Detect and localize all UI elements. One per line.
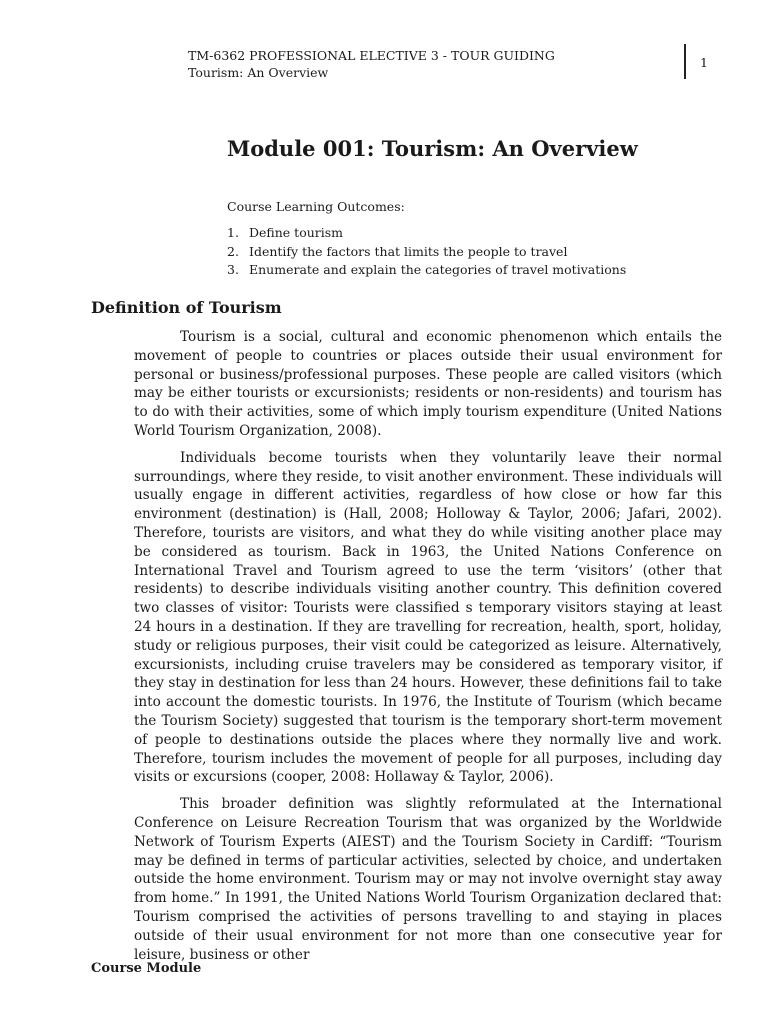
header-subtitle: Tourism: An Overview bbox=[188, 65, 329, 80]
page-footer: Course Module bbox=[91, 961, 202, 976]
list-item-number: 2. bbox=[227, 243, 239, 259]
page-number: 1 bbox=[700, 55, 708, 70]
course-code-title: TM-6362 PROFESSIONAL ELECTIVE 3 - TOUR GUIDING bbox=[188, 48, 555, 63]
header-divider bbox=[684, 44, 686, 79]
list-item-text: Identify the factors that limits the people to travel bbox=[249, 243, 568, 259]
page-title: Module 001: Tourism: An Overview bbox=[227, 136, 638, 161]
list-item-number: 3. bbox=[227, 262, 239, 277]
outcomes-heading: Course Learning Outcomes: bbox=[227, 199, 405, 214]
section-heading: Definition of Tourism bbox=[91, 298, 282, 317]
list-item bbox=[227, 243, 626, 262]
list-item-number: 1. bbox=[227, 225, 239, 240]
list-item bbox=[227, 224, 626, 243]
paragraph: Individuals become tourists when they voluntarily leave their normal surroundings, where they reside, to visit another environment. These individuals will usually engage in different activities, regardless of how close or how far this environment (destination) is (Hall, 2008; Holloway & Taylor, 2006; Jafari, 2002). Therefore, tourists are visitors, and what they do while visiting another place may be considered as tourism. Back in 1963, the United Nations Conference on International Travel and Tourism agreed to use the term ‘visitors’ (other that residents) to describe individuals visiting another country. This definition covered two classes of visitor: Tourists were classified s temporary visitors staying at least 24 hours in a destination. If they are travelling for recreation, health, sport, holiday, study or religious purposes, their visit could be categorized as leisure. Alternatively, excursionists, including cruise travelers may be considered as temporary visitor, if they stay in destination for less than 24 hours. However, these definitions fail to take into account the domestic tourists. In 1976, the Institute of Tourism (which became the Tourism Society) suggested that tourism is the temporary short-term movement of people to destinations outside the places where they normally live and work. Therefore, tourism includes the movement of people for all purposes, including day visits or excursions (cooper, 2008: Hollaway & Taylor, 2006). bbox=[134, 449, 722, 786]
list-item-text: Define tourism bbox=[249, 225, 344, 240]
paragraph: Tourism is a social, cultural and economic phenomenon which entails the movement of people to countries or places outside their usual environment for personal or business/professional purposes. These people are called visitors (which may be either tourists or excursionists; residents or non-residents) and tourism has to do with their activities, some of which imply tourism expenditure (United Nations World Tourism Organization, 2008). bbox=[134, 329, 722, 439]
page-header bbox=[188, 47, 555, 81]
paragraph: This broader definition was slightly reformulated at the International Conference on Leisure Recreation Tourism that was organized by the Worldwide Network of Tourism Experts (AIEST) and the Tourism Society in Cardiff: “Tourism may be defined in terms of particular activities, selected by choice, and undertaken outside the home environment. Tourism may or may not involve overnight stay away from home.” In 1991, the United Nations World Tourism Organization declared that: Tourism comprised the activities of persons travelling to and staying in places outside of their usual environment for not more than one consecutive year for leisure, business or other bbox=[134, 796, 722, 963]
body-text bbox=[134, 328, 722, 972]
outcomes-list bbox=[227, 224, 626, 280]
list-item bbox=[227, 261, 626, 280]
list-item-text: Enumerate and explain the categories of travel motivations bbox=[249, 262, 627, 277]
